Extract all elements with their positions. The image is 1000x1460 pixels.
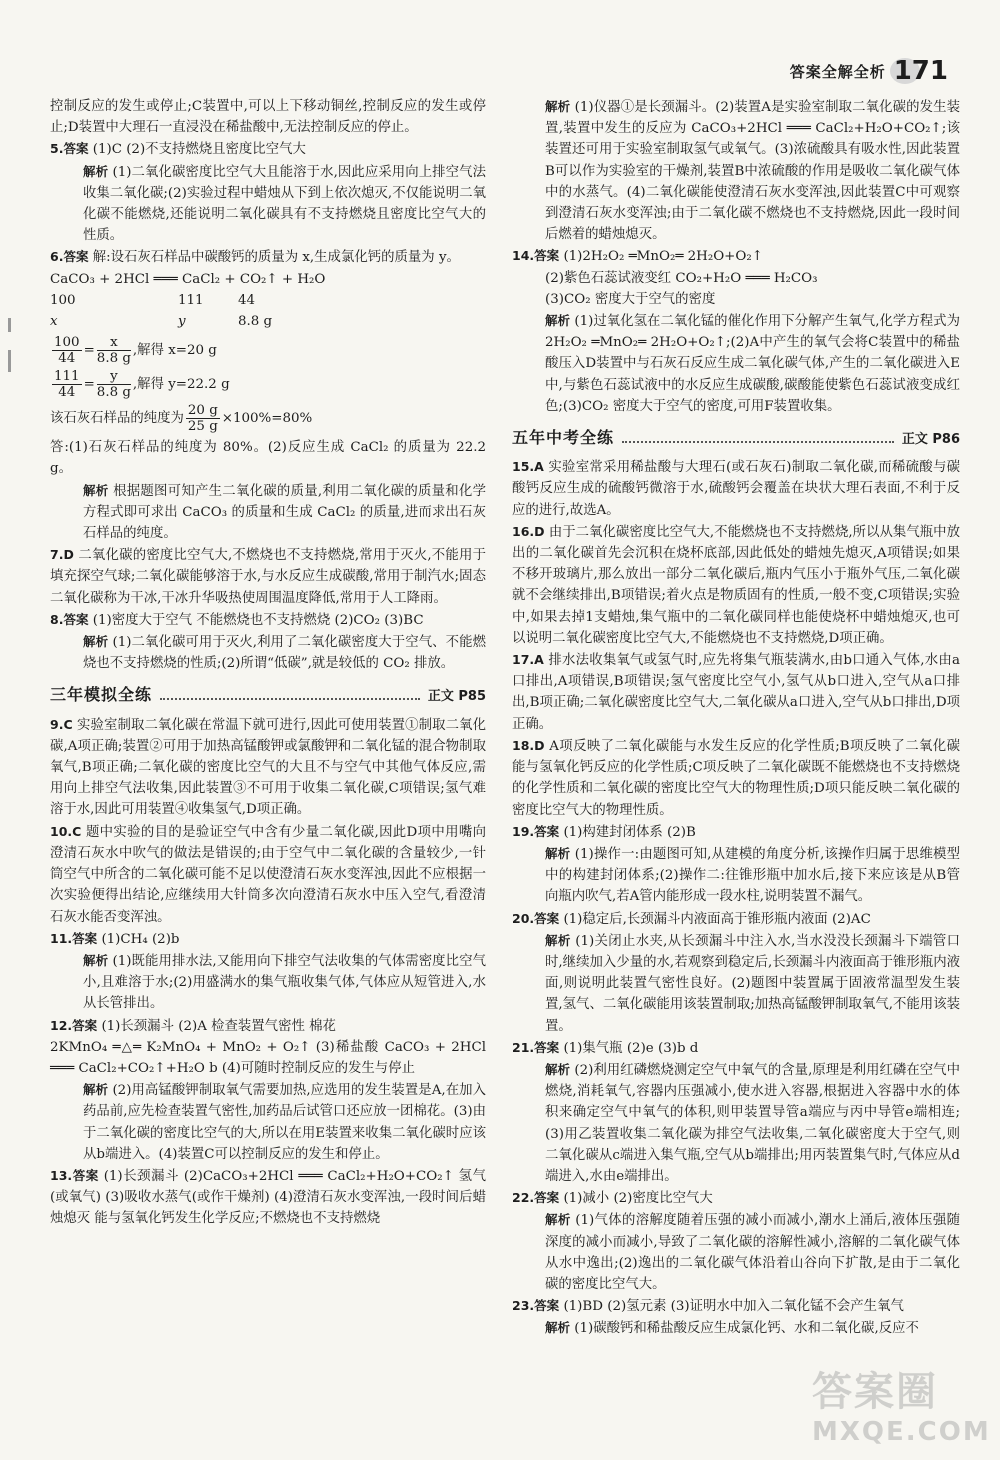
proportion-y: $\frac{111}{44}$ = $\frac{y}{8.8 g}$ ,解得 y=22.2 g [54,369,230,401]
mass-row [50,311,486,332]
question-5 [50,138,486,160]
watermark-text: 答案圈 [812,1369,938,1415]
question-18 [512,735,960,821]
section-title: 三年模拟全练 [50,685,153,705]
mass-value: 44 [238,292,256,308]
explanation-text: 实验室制取二氧化碳在常温下就可进行,因此可使用装置①制取二氧化碳,A项正确;装置②可用于加热高锰酸钾或氯酸钾和二氧化锰的混合物制取氧气,B项正确;二氧化碳的密度比空气的大且不与空气中其他气体反应,需用向上排空气法收集,因此装置③不可用于收集二氧化碳,C项错误;氢气难溶于水,因此可用装置④收集氢气,D项正确。 [50,717,486,818]
explanation-tag: 解析 [83,163,109,179]
answer-text: (1)集气瓶 (2)e (3)b d [563,1040,699,1056]
explanation-text: (1)关闭止水夹,从长颈漏斗中注入水,当水没没长颈漏斗下端管口时,继续加入少量的水,若观察到稳定后,长颈漏斗内液面高于锥形瓶内液面,则说明此装置气密性良好。(2)题图中装置属于固液常温型发生装置,氢气、二氧化碳能用该装置制取;加热高锰酸钾制取氧气,不能用该装置。 [545,933,960,1034]
denominator: 8.8 g [96,385,131,401]
numerator: y [97,369,131,385]
answer-tag: 答案 [534,248,560,264]
fraction [97,369,131,400]
fraction [52,369,82,400]
question-10 [50,821,486,928]
explanation-tag: 解析 [83,952,109,968]
answer-text: (1)稳定后,长颈漏斗内液面高于锥形瓶内液面 (2)AC [563,911,871,927]
answer-tag: 答案 [534,910,560,926]
question-number: 18.D [512,737,545,753]
fraction [52,335,82,366]
section-page-ref: 正文 P86 [901,432,960,448]
answer-equation: 2KMnO₄ ═△═ K₂MnO₄ + MnO₂ + O₂↑ (3)稀盐酸 CaCO₃ + 2HCl ═══ CaCl₂+CO₂↑+H₂O b (4)可随时控制反应的发生与停止 [50,1039,486,1076]
explanation-text: 实验室常采用稀盐酸与大理石(或石灰石)制取二氧化碳,而稀硫酸与碳酸钙反应生成的硫酸钙微溶于水,硫酸钙会覆盖在块状大理石表面,不利于反应的进行,故选A。 [512,460,961,518]
section-heading [512,427,960,450]
purity-line [50,403,486,434]
answer-text: (1)BD (2)氢元素 (3)证明水中加入二氧化锰不会产生氧气 [563,1299,904,1315]
proportion-x: $\frac{100}{44}$ = $\frac{x}{8.8 g}$ ,解得 x=20 g [54,335,217,367]
explanation-tag: 解析 [545,1320,571,1336]
question-number: 23. [512,1298,535,1314]
question-number: 12. [50,1017,73,1033]
answer-line: (3)CO₂ 密度大于空气的密度 [545,291,716,307]
answer-text: 解:设石灰石样品中碳酸钙的质量为 x,生成氯化钙的质量为 y。 [92,250,460,266]
explanation-tag: 解析 [545,1212,571,1228]
explanation-tag: 解析 [83,634,109,650]
explanation [50,1079,486,1165]
answer-tag: 答案 [534,823,560,839]
margin-mark [8,318,11,332]
question-number: 7.D [50,547,74,563]
numerator: 111 [54,369,80,385]
explanation-text: 二氧化碳的密度比空气大,不燃烧也不支持燃烧,常用于灭火,不能用于填充探空气球;二氧化碳能够溶于水,与水反应生成碳酸,常用于制汽水;固态二氧化碳称为干冰,干冰升华吸热使周围温度降低,常用于人工降雨。 [50,548,486,606]
explanation [512,843,960,908]
question-14 [512,245,960,267]
explanation [512,930,960,1037]
explanation-text: (1)气体的溶解度随着压强的减小而减小,潮水上涌后,液体压强随深度的减小而减小,导致了二氧化碳的溶解性减小,溶解的二氧化碳气体从水中逸出;(2)逸出的二氧化碳气体沿着山谷向下扩散,是由于二氧化碳的密度比空气大。 [545,1213,960,1292]
header-title: 答案全解全析 [789,62,886,81]
purity-result: ×100%=80% [221,411,313,427]
mass-value: 8.8 g [238,314,273,330]
mass-value: x [50,314,58,330]
explanation-text: (1)操作一:由题图可知,从建模的角度分析,该操作归属于思维模型中的构建封闭体系;(2)操作二:往锥形瓶中加水后,接下来应该是从B管向瓶内吹气,若A管内能形成一段水柱,说明装置不漏气。 [545,846,960,905]
question-21 [512,1037,960,1059]
explanation-tag: 解析 [545,1061,571,1077]
mass-value: 100 [50,292,76,308]
answer-text: (1)长颈漏斗 (2)A 检查装置气密性 棉花 [101,1018,336,1034]
explanation [512,1059,960,1187]
question-20 [512,908,960,930]
question-11 [50,928,486,950]
answer-tag: 答案 [72,1167,99,1183]
question-13 [50,1165,486,1230]
numerator: x [97,335,131,351]
explanation-text: (2)用高锰酸钾制取氧气需要加热,应选用的发生装置是A,在加入药品前,应先检查装置气密性,加药品后试管口还应放一团棉花。(3)由于二氧化碳的密度比空气的大,所以在用E装置来收集二氧化碳时应该从b端进入。(4)装置C可以控制反应的发生和停止。 [83,1083,486,1162]
explanation-text: 根据题图可知产生二氧化碳的质量,利用二氧化碳的质量和化学方程式即可求出 CaCO₃ 的质量和生成 CaCl₂ 的质量,进而求出石灰石样品的纯度。 [83,483,486,542]
question-number: 11. [50,930,73,946]
question-number: 14. [512,248,535,264]
explanation [50,950,486,1015]
question-number: 8. [50,611,64,627]
question-number: 20. [512,910,535,926]
explanation [50,631,486,674]
question-12 [50,1015,486,1037]
paragraph: 控制反应的发生或停止;C装置中,可以上下移动铜丝,控制反应的发生或停止;D装置中大理石一直浸没在稀盐酸中,无法控制反应的停止。 [50,99,486,136]
answer-text: (1)构建封闭体系 (2)B [563,824,696,840]
explanation-text: 题中实验的目的是验证空气中含有少量二氧化碳,因此D项中用嘴向澄清石灰水中吹气的做法是错误的;由于空气中二氧化碳的含量较少,一针筒空气中所含的二氧化碳可能不足以使澄清石灰水变浑浊,因此不应根据一次实验便得出结论,应继续用大针筒多次向澄清石灰水中压入空气,看澄清石灰水能否变浑浊。 [50,824,486,925]
chemical-equation: CaCO₃ + 2HCl ═══ CaCl₂ + CO₂↑ + H₂O [50,271,326,287]
explanation-text: 排水法收集氧气或氢气时,应先将集气瓶装满水,由b口通入气体,水由a口排出,A项错误,B项错误;氢气密度比空气小,氢气从b口进入,空气从a口排出,B项正确;二氧化碳密度比空气大,二氧化碳从a口进入,空气从b口排出,D项正确。 [512,653,960,732]
answer-tag: 答案 [534,1298,560,1314]
explanation-tag: 解析 [83,482,109,498]
question-22 [512,1187,960,1209]
right-column [512,96,960,1340]
answer-tag: 答案 [63,141,89,157]
answer-text: (1)C (2)不支持燃烧且密度比空气大 [92,142,306,158]
explanation [512,96,960,245]
question-number: 21. [512,1039,535,1055]
left-column [50,96,486,1230]
answer-tag: 答案 [72,930,98,946]
question-9 [50,714,486,821]
denominator: 44 [58,385,76,401]
margin-mark [8,350,11,372]
numerator: 20 g [187,403,218,419]
watermark [812,1360,991,1447]
question-19 [512,821,960,843]
explanation [512,310,960,417]
question-number: 16.D [512,523,545,539]
numerator: 100 [54,335,80,351]
watermark-url: MXQE.COM [812,1417,991,1447]
explanation-tag: 解析 [545,932,571,948]
answer-tag: 答案 [63,249,89,265]
explanation-text: 由于二氧化碳密度比空气大,不能燃烧也不支持燃烧,所以从集气瓶中放出的二氧化碳首先会沉积在烧杯底部,因此低处的蜡烛先熄灭,A项错误;如果不移开玻璃片,那么放出一部分二氧化碳后,瓶内气压小于瓶外气压,二氧化碳就不会继续排出,B项错误;着火点是物质固有的性质,一般不变,C项错误;实验中,如果去掉1支蜡烛,集气瓶中的二氧化碳同样也能使烧杯中蜡烛熄灭,也可以说明二氧化碳密度比空气大,不能燃烧也不支持燃烧,D项正确。 [512,524,960,646]
question-16 [512,521,960,649]
result-text: ,解得 y=22.2 g [132,377,230,393]
mass-value: y [178,314,186,330]
explanation-text: (1)二氧化碳密度比空气大且能溶于水,因此应采用向上排空气法收集二氧化碳;(2)实验过程中蜡烛从下到上依次熄灭,不仅能说明二氧化碳不能燃烧,还能说明二氧化碳具有不支持燃烧且密度比空气大的性质。 [83,164,486,244]
dotted-leader [622,441,894,443]
mass-value: 111 [178,292,204,308]
question-23 [512,1295,960,1317]
explanation-text: (2)利用红磷燃烧测定空气中氧气的含量,原理是利用红磷在空气中燃烧,消耗氧气,容器内压强减小,使水进入容器,根据进入容器中水的体积来确定空气中氧气的体积,则甲装置导管a端应与丙中导管e端相连;(3)用乙装置收集二氧化碳为排空气法收集,二氧化碳密度大于空气,则二氧化碳从c端进入集气瓶,空气从b端排出;用丙装置集气时,气体应从d端进入,水由e端排出。 [545,1062,960,1184]
question-17 [512,649,960,735]
question-number: 6. [50,249,64,265]
question-number: 17.A [512,652,544,668]
explanation [50,161,486,247]
explanation-tag: 解析 [545,845,571,861]
section-page-ref: 正文 P85 [427,689,486,705]
question-6 [50,246,486,268]
explanation [512,1317,960,1339]
answer-text: (1)2H₂O₂ ═MnO₂═ 2H₂O+O₂↑ [563,249,763,265]
mass-row [50,290,486,311]
question-number: 13. [50,1167,73,1183]
question-number: 22. [512,1190,535,1206]
answer-tag: 答案 [72,1017,98,1033]
page-number: 171 [893,56,948,86]
section-title: 五年中考全练 [512,428,615,448]
conclusion: 答:(1)石灰石样品的纯度为 80%。(2)反应生成 CaCl₂ 的质量为 22.2 g。 [50,440,486,477]
explanation-text: A项反映了二氧化碳能与水发生反应的化学性质;B项反映了二氧化碳能与氢氧化钙反应的化学性质;C项反映了二氧化碳既不能燃烧也不支持燃烧的化学性质和二氧化碳的密度比空气大的物理性质;D项只能反映二氧化碳的密度比空气大的物理性质。 [512,738,960,818]
denominator: 44 [58,351,76,367]
explanation-text: (1)碳酸钙和稀盐酸反应生成氯化钙、水和二氧化碳,反应不 [574,1321,919,1337]
answer-text: (1)减小 (2)密度比空气大 [563,1191,713,1207]
dotted-leader [160,698,420,700]
answer-text: (1)密度大于空气 不能燃烧也不支持燃烧 (2)CO₂ (3)BC [92,612,424,628]
explanation-tag: 解析 [83,1082,109,1098]
page-header [790,56,948,86]
fraction [186,403,220,434]
answer-line: (2)紫色石蕊试液变红 CO₂+H₂O ═══ H₂CO₃ [545,270,818,286]
answer-text: (1)CH₄ (2)b [101,931,180,947]
result-text: ,解得 x=20 g [132,343,217,359]
explanation [50,480,486,545]
explanation-text: (1)过氧化氢在二氧化锰的催化作用下分解产生氧气,化学方程式为 2H₂O₂ ═MnO₂═ 2H₂O+O₂↑;(2)A中产生的氧气会将C装置中的稀盐酸压入D装置中与石灰石反应生成二氧化碳气体,产生的二氧化碳进入E中,与紫色石蕊试液中的水反应生成碳酸,碳酸能使紫色石蕊试液变成红色;(3)CO₂ 密度大于空气的密度,可用F装置收集。 [545,314,960,414]
question-7 [50,544,486,609]
answer-text: (1)长颈漏斗 (2)CaCO₃+2HCl ═══ CaCl₂+H₂O+CO₂↑ 氢气(或氧气) (3)吸收水蒸气(或作干燥剂) (4)澄清石灰水变浑浊,一段时间后蜡烛熄灭 能与氢氧化钙发生化学反应;不燃烧也不支持燃烧 [50,1168,486,1227]
explanation-text: (1)既能用排水法,又能用向下排空气法收集的气体需密度比空气小,且难溶于水;(2)用盛满水的集气瓶收集气体,气体应从短管进入,水从长管排出。 [83,953,486,1012]
explanation-text: (1)二氧化碳可用于灭火,利用了二氧化碳密度大于空气、不能燃烧也不支持燃烧的性质;(2)所谓“低碳”,就是较低的 CO₂ 排放。 [83,635,486,672]
question-number: 19. [512,823,535,839]
answer-tag: 答案 [534,1039,560,1055]
fraction [97,335,131,366]
denominator: 25 g [187,419,218,435]
explanation-tag: 解析 [545,99,571,114]
section-heading [50,684,486,707]
question-15 [512,456,960,521]
question-number: 9.C [50,716,73,732]
denominator: 8.8 g [96,351,131,367]
explanation-tag: 解析 [545,313,571,329]
question-number: 5. [50,141,64,157]
purity-label: 该石灰石样品的纯度为 [50,411,184,427]
question-number: 10.C [50,823,82,839]
question-number: 15.A [512,459,544,475]
explanation-text: (1)仪器①是长颈漏斗。(2)装置A是实验室制取二氧化碳的发生装置,装置中发生的反应为 CaCO₃+2HCl ═══ CaCl₂+H₂O+CO₂↑;该装置还可用于实验室制取氢气或氧气。(3)浓硫酸具有吸水性,因此装置B可以作为实验室的干燥剂,装置B中浓硫酸的作用是吸收二氧化碳气体中的水蒸气。(4)二氧化碳能使澄清石灰水变浑浊,因此装置C中可观察到澄清石灰水变浑浊;由于二氧化碳不燃烧也不支持燃烧,因此一段时间后燃着的蜡烛熄灭。 [545,100,960,243]
explanation [512,1209,960,1295]
answer-tag: 答案 [534,1190,560,1206]
answer-tag: 答案 [63,611,89,627]
question-8 [50,609,486,631]
